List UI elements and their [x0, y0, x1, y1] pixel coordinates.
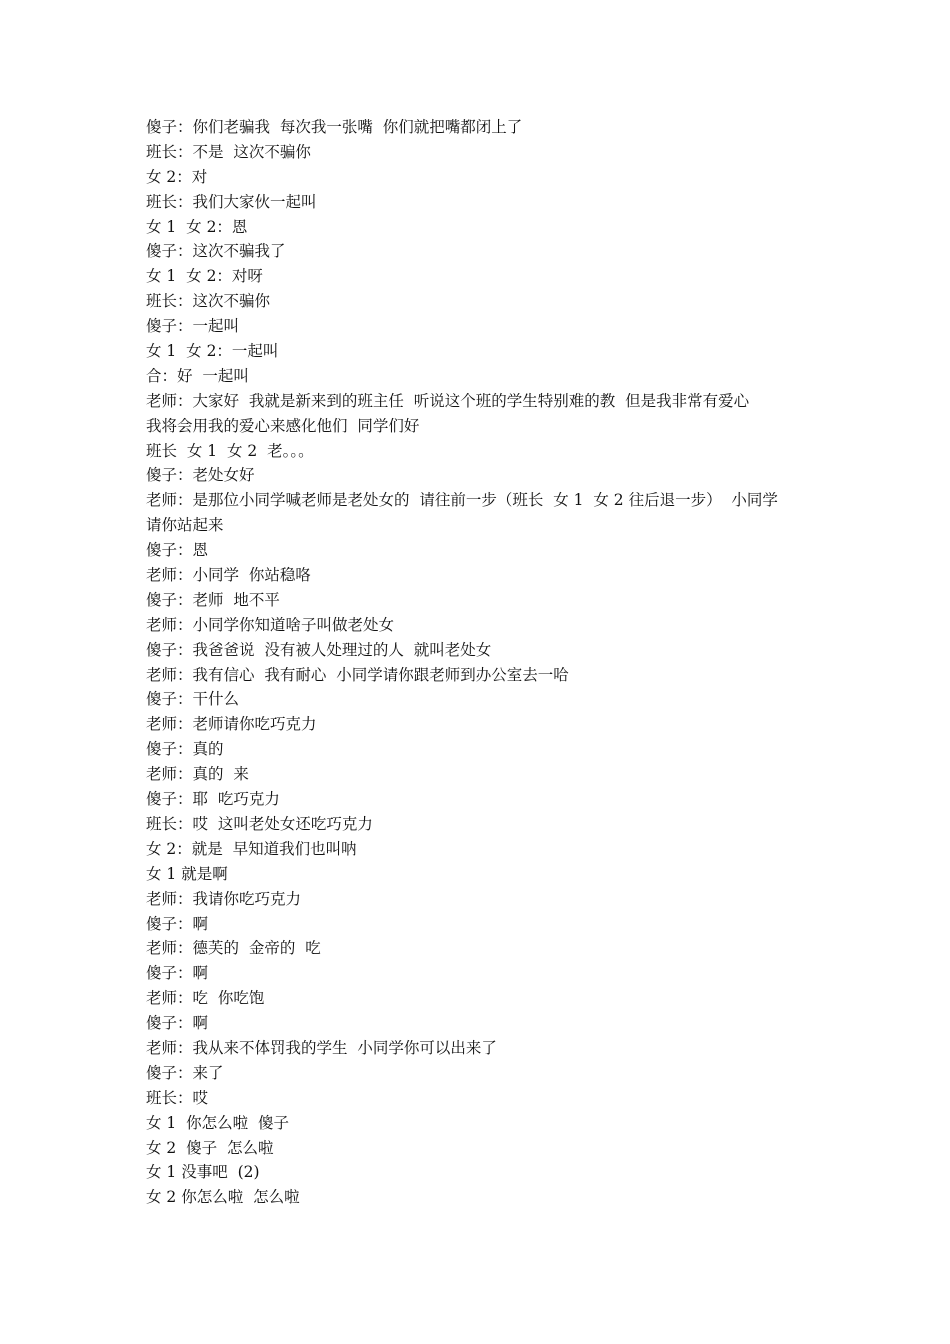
script-line: 傻子：恩: [146, 541, 209, 560]
script-line: 傻子：老师 地不平: [146, 590, 280, 609]
script-line: 女 1 女 2：一起叫: [146, 342, 279, 361]
script-line: 傻子：真的: [146, 740, 224, 759]
script-line: 女 2：对: [146, 167, 208, 186]
script-line: 傻子：啊: [146, 914, 209, 933]
script-line: 傻子：来了: [146, 1063, 224, 1082]
script-line: 傻子：你们老骗我 每次我一张嘴 你们就把嘴都闭上了: [146, 118, 523, 136]
script-text-body: [146, 115, 826, 1210]
script-line: 傻子：一起叫: [146, 317, 240, 336]
script-line: 老师：是那位小同学喊老师是老处女的 请往前一步（班长 女 1 女 2 往后退一步） 小同学: [146, 491, 778, 510]
script-line: 女 2 傻子 怎么啦: [146, 1138, 274, 1157]
script-line: 傻子：老处女好: [146, 466, 255, 485]
script-line: 我将会用我的爱心来感化他们 同学们好: [146, 416, 420, 435]
script-line: 傻子：这次不骗我了: [146, 242, 286, 261]
script-line: 女 2 你怎么啦 怎么啦: [146, 1188, 300, 1207]
script-line: 老师：我从来不体罚我的学生 小同学你可以出来了: [146, 1038, 497, 1057]
script-line: 老师：我请你吃巧克力: [146, 889, 302, 908]
script-line: 傻子：干什么: [146, 690, 240, 709]
script-line: 合：好 一起叫: [146, 366, 249, 385]
script-line: 女 1 没事吧 (2): [146, 1163, 260, 1182]
script-line: 老师：我有信心 我有耐心 小同学请你跟老师到办公室去一哈: [146, 665, 569, 684]
script-line: 老师：小同学 你站稳咯: [146, 566, 311, 585]
script-line: 傻子：我爸爸说 没有被人处理过的人 就叫老处女: [146, 640, 492, 659]
script-line: 请你站起来: [146, 516, 224, 535]
script-line: 班长：不是 这次不骗你: [146, 142, 311, 161]
script-line: 老师：真的 来: [146, 765, 249, 784]
script-line: 老师：德芙的 金帝的 吃: [146, 939, 321, 958]
script-line: 老师：老师请你吃巧克力: [146, 715, 317, 734]
script-line: 傻子：啊: [146, 964, 209, 983]
script-line: 班长：这次不骗你: [146, 292, 271, 311]
script-line: 老师：吃 你吃饱: [146, 989, 265, 1008]
script-line: 班长 女 1 女 2 老。。。: [146, 441, 314, 460]
script-line: 班长：哎: [146, 1088, 209, 1107]
script-line: 老师：大家好 我就是新来到的班主任 听说这个班的学生特别难的教 但是我非常有爱心: [146, 391, 750, 410]
script-line: 傻子：啊: [146, 1014, 209, 1033]
script-line: 女 1 女 2：对呀: [146, 267, 263, 286]
script-line: 女 1 就是啊: [146, 864, 228, 883]
script-line: 班长：哎 这叫老处女还吃巧克力: [146, 814, 373, 833]
script-line: 女 2：就是 早知道我们也叫呐: [146, 839, 357, 858]
script-line: 班长：我们大家伙一起叫: [146, 192, 317, 211]
script-line: 女 1 你怎么啦 傻子: [146, 1113, 289, 1132]
script-line: 女 1 女 2：恩: [146, 217, 248, 236]
script-line: 老师：小同学你知道啥子叫做老处女: [146, 615, 395, 634]
script-line: 傻子：耶 吃巧克力: [146, 790, 280, 809]
